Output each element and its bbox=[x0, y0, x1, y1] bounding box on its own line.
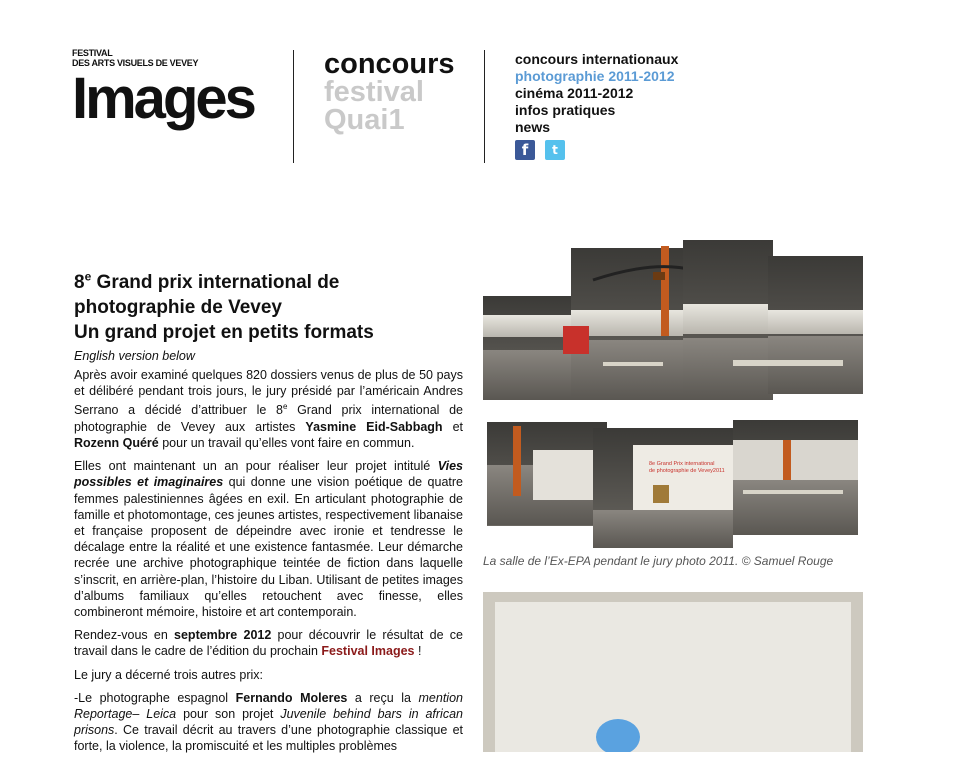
paragraph-2: Elles ont maintenant un an pour réaliser leur projet intitulé Vies possibles et imaginaires qui donne une vision poétique de quatre femmes palestiniennes âgées en exil. En articulant photographie de famille et photomontage, ces jeunes artistes, respectivement libanaise et française proposent de dépeindre avec ironie et tendresse le décalage entre la réalité et une existence fantasmée. Leur démarche recrée une archive photographique teintée de fiction dans laquelle s’inscrit, en arrière-plan, l’histoire du Liban. Utilisant de petites images d’albums familiaux qu’elles retouchent avec finesse, elles combineront mémoire, histoire et art contemporain. bbox=[74, 459, 463, 619]
photo-caption: La salle de l’Ex-EPA pendant le jury photo 2011. © Samuel Rouge bbox=[483, 554, 834, 568]
logo-subtitle-2: DES ARTS VISUELS DE VEVEY bbox=[72, 58, 199, 68]
twitter-icon[interactable]: t bbox=[545, 140, 565, 160]
facebook-icon[interactable]: f bbox=[515, 140, 535, 160]
logo-wordmark: Images bbox=[72, 66, 254, 131]
logo-subtitle-1: FESTIVAL bbox=[72, 48, 113, 58]
paragraph-1: Après avoir examiné quelques 820 dossiers venus de plus de 50 pays et délibéré pendant trois jours, le jury présidé par l’américain Andres Serrano a décidé d’attribuer le 8e Grand prix international de photographie de Vevey aux artistes Yasmine Eid-Sabbagh et Rozenn Quéré pour un travail qu’elles vont faire en commun. bbox=[74, 368, 464, 450]
poster-text-1: 8e Grand Prix international bbox=[649, 461, 715, 467]
header-divider-2 bbox=[484, 50, 485, 163]
english-version-link[interactable]: English version below bbox=[74, 349, 195, 363]
paragraph-5: -Le photographe espagnol Fernando Moleres a reçu la mention Reportage– Leica pour son projet Juvenile behind bars in african prisons. Ce travail décrit au travers d’une photographie classique et forte, la violence, la promiscuité et les multiples problèmes bbox=[74, 690, 463, 754]
paragraph-4: Le jury a décerné trois autres prix: bbox=[74, 667, 263, 682]
festival-logo[interactable] bbox=[72, 48, 282, 131]
nav-concours-internationaux[interactable]: concours internationaux bbox=[515, 51, 679, 67]
main-nav bbox=[515, 51, 678, 136]
nav-infos-pratiques[interactable]: infos pratiques bbox=[515, 102, 616, 118]
section-nav bbox=[324, 50, 455, 134]
article bbox=[74, 270, 463, 762]
nav-cinema[interactable]: cinéma 2011-2012 bbox=[515, 85, 634, 101]
section-quai1[interactable]: Quai1 bbox=[324, 104, 405, 136]
social-links bbox=[515, 140, 565, 160]
jury-room-photo-collage bbox=[483, 240, 863, 550]
article-title: 8e Grand prix international de photographie de Vevey Un grand projet en petits formats bbox=[74, 269, 374, 343]
festival-images-link[interactable]: Festival Images bbox=[321, 644, 415, 659]
header-divider-1 bbox=[293, 50, 294, 163]
paragraph-3: Rendez-vous en septembre 2012 pour découvrir le résultat de ce travail dans le cadre de l’édition du prochain Festival Images ! bbox=[74, 628, 463, 659]
nav-news[interactable]: news bbox=[515, 119, 551, 135]
poster-text-2: de photographie de Vevey2011 bbox=[649, 468, 725, 474]
project-photo bbox=[483, 592, 863, 752]
section-concours[interactable]: concours bbox=[324, 48, 455, 80]
nav-photographie[interactable]: photographie 2011-2012 bbox=[515, 68, 675, 84]
section-festival[interactable]: festival bbox=[324, 76, 424, 108]
